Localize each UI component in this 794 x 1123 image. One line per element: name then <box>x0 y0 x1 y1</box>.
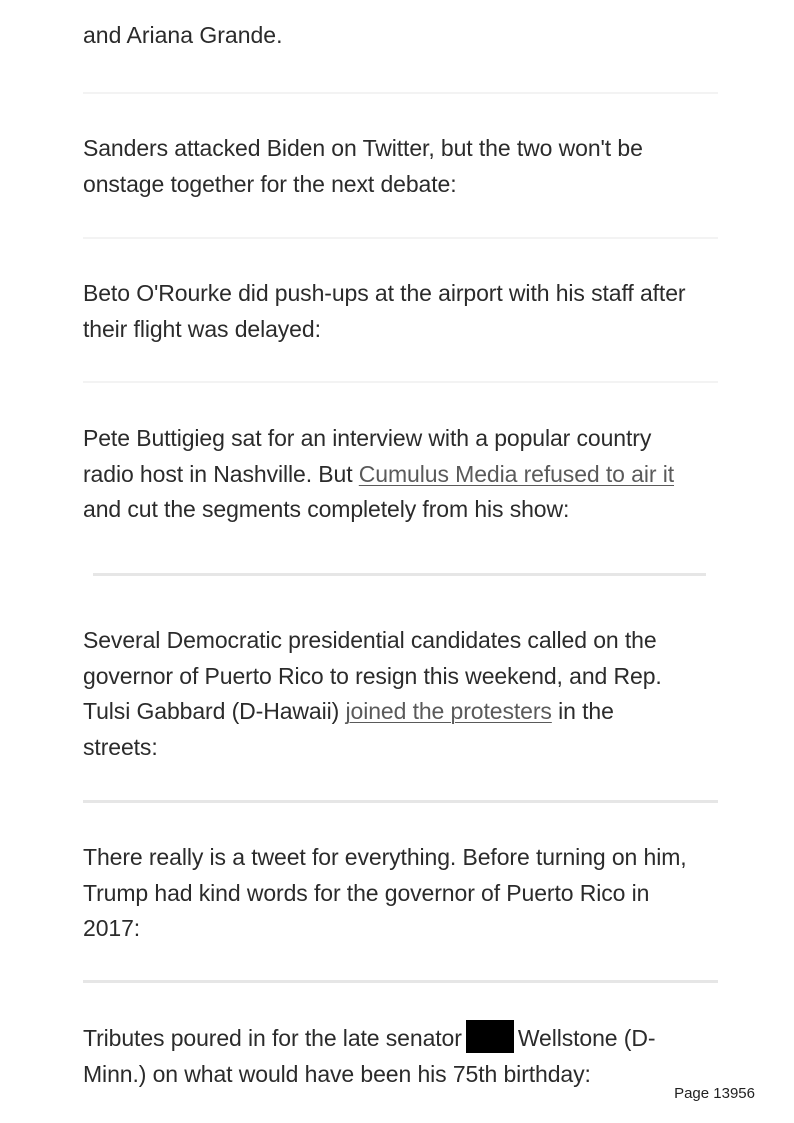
text-line: Minn.) on what would have been his 75th birthday: <box>83 1060 591 1087</box>
divider <box>83 92 718 94</box>
text-line: Beto O'Rourke did push-ups at the airport with his staff after <box>83 280 686 306</box>
text-line: their flight was delayed: <box>83 315 321 342</box>
cumulus-media-link[interactable]: Cumulus Media refused to air it <box>358 460 675 487</box>
paragraph-wellstone <box>83 1020 723 1092</box>
text-segment: Wellstone (D- <box>517 1025 656 1051</box>
text-line: streets: <box>83 733 158 760</box>
text-line: governor of Puerto Rico to resign this weekend, and Rep. <box>83 662 662 689</box>
text-line <box>83 1020 723 1057</box>
paragraph-trump-tweet <box>83 840 723 947</box>
paragraph-orourke <box>83 276 723 347</box>
text-line: and cut the segments completely from his show: <box>83 496 570 522</box>
text-line <box>83 694 723 730</box>
text-line: Several Democratic presidential candidates called on the <box>83 627 657 653</box>
paragraph-puerto-rico <box>83 623 723 765</box>
cut-off-text-line: and Ariana Grande. <box>83 22 283 48</box>
text-line <box>83 457 723 493</box>
text-line: Trump had kind words for the governor of Puerto Rico in <box>83 879 650 906</box>
divider <box>83 237 718 239</box>
joined-protesters-link[interactable]: joined the protesters <box>345 698 552 724</box>
paragraph-buttigieg <box>83 421 723 528</box>
text-segment: in the <box>551 698 614 724</box>
divider <box>83 381 718 383</box>
text-line: onstage together for the next debate: <box>83 170 457 197</box>
text-segment: radio host in Nashville. But <box>83 460 359 487</box>
text-line: Sanders attacked Biden on Twitter, but the two won't be <box>83 135 643 161</box>
divider <box>83 980 718 983</box>
text-line: 2017: <box>83 915 141 941</box>
divider <box>93 573 706 576</box>
divider <box>83 800 718 803</box>
text-segment: Tributes poured in for the late senator <box>83 1025 462 1051</box>
redaction-box <box>466 1020 514 1053</box>
text-line: There really is a tweet for everything. Before turning on him, <box>83 844 687 870</box>
paragraph-sanders <box>83 131 723 202</box>
page-number: Page 13956 <box>674 1085 755 1102</box>
text-line: Pete Buttigieg sat for an interview with a popular country <box>83 425 652 451</box>
text-segment: Tulsi Gabbard (D-Hawaii) <box>83 698 346 724</box>
